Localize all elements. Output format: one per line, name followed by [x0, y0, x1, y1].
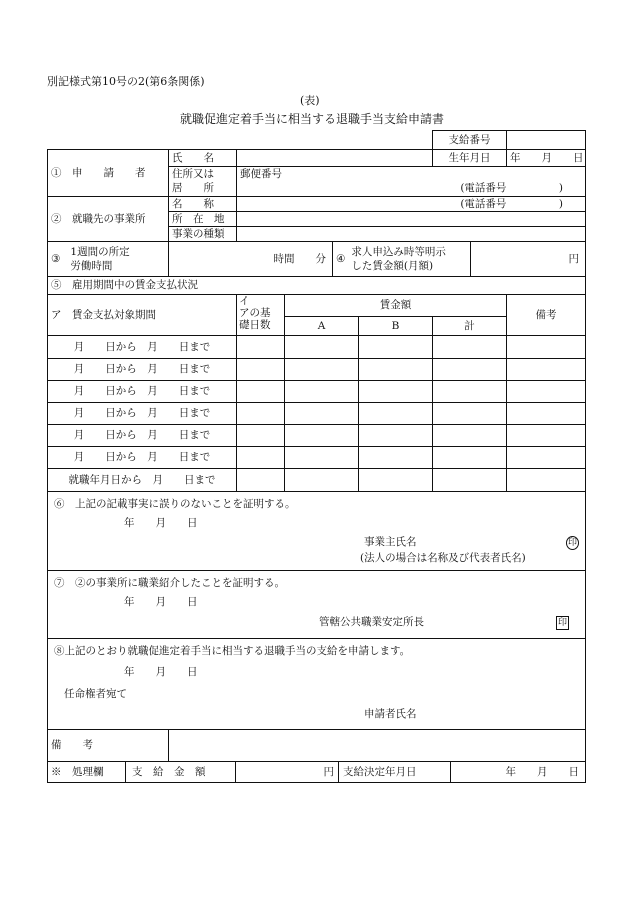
seal-icon: 印 [557, 618, 567, 628]
table-row [48, 447, 586, 469]
business-type-label: 事業の種類 [169, 227, 237, 242]
column-a-header: A [285, 317, 359, 336]
basis-days-cell[interactable] [237, 469, 285, 492]
application-date[interactable]: 年 月 日 [124, 666, 198, 678]
remarks-column-header: 備考 [507, 295, 586, 336]
weekly-hours-field[interactable]: 時間 分 [169, 242, 333, 276]
remarks-cell[interactable] [507, 381, 586, 403]
period-cell: 月 日から 月 日まで [48, 447, 237, 469]
residence-label: 居 所 [169, 182, 237, 197]
employer-signer-note: (法人の場合は名称及び代表者氏名) [360, 552, 526, 564]
employer-location-field[interactable] [237, 212, 586, 227]
payment-decision-date-field[interactable]: 年 月 日 [505, 765, 580, 778]
wage-a-cell[interactable] [285, 425, 359, 447]
period-cell: 月 日から 月 日まで [48, 336, 237, 359]
employer-label: ② 就職先の事業所 [48, 197, 169, 242]
column-total-header: 計 [433, 317, 507, 336]
placement-certification-text: ⑦ ②の事業所に職業紹介したことを証明する。 [54, 577, 285, 589]
payment-amount-field[interactable]: 円 [236, 762, 339, 782]
weekly-hours-label-line1: 1週間の所定 [70, 246, 130, 258]
period-cell: 月 日から 月 日まで [48, 381, 237, 403]
wage-offer-label-line2: した賃金額(月額) [351, 260, 434, 272]
wage-a-cell[interactable] [285, 469, 359, 492]
period-cell: 月 日から 月 日まで [48, 359, 237, 381]
wage-total-cell[interactable] [433, 447, 507, 469]
wage-total-cell[interactable] [433, 403, 507, 425]
application-declaration-block [48, 639, 586, 730]
employment-office-chief-label: 管轄公共職業安定所長 [319, 616, 424, 628]
applicant-signature-label[interactable]: 申請者氏名 [364, 708, 417, 720]
employer-signer-label: 事業主氏名 [364, 536, 417, 548]
form-reference: 別記様式第10号の2(第6条関係) [47, 75, 205, 88]
remarks-cell[interactable] [507, 425, 586, 447]
wage-payment-section-label: ⑤ 雇用期間中の賃金支払状況 [48, 277, 586, 295]
period-cell: 就職年月日から 月 日まで [48, 469, 237, 492]
basis-days-cell[interactable] [237, 425, 285, 447]
table-row [48, 381, 586, 403]
wage-a-cell[interactable] [285, 336, 359, 359]
wage-b-cell[interactable] [359, 403, 433, 425]
wage-a-cell[interactable] [285, 403, 359, 425]
basis-days-cell[interactable] [237, 447, 285, 469]
weekly-hours-label-line2: 労働時間 [70, 260, 113, 272]
payment-decision-label: 支給決定年月日 [339, 762, 451, 782]
wage-offer-number: ④ [336, 252, 346, 265]
name-field[interactable] [237, 150, 433, 167]
wage-a-cell[interactable] [285, 381, 359, 403]
remarks-cell[interactable] [507, 359, 586, 381]
table-row [48, 425, 586, 447]
employer-certification-block [48, 492, 586, 571]
payment-number-field[interactable] [507, 131, 586, 150]
addressee-label: 任命権者宛て [64, 688, 127, 700]
remarks-cell[interactable] [507, 469, 586, 492]
application-declaration-text: ⑧上記のとおり就職促進定着手当に相当する退職手当の支給を申請します。 [54, 645, 411, 657]
wage-b-cell[interactable] [359, 359, 433, 381]
employer-certification-text: ⑥ 上記の記載事実に誤りのないことを証明する。 [54, 498, 296, 510]
period-header: ア 賃金支払対象期間 [48, 295, 237, 336]
wage-b-cell[interactable] [359, 447, 433, 469]
seal-icon: 印 [567, 538, 577, 548]
name-label: 氏 名 [169, 150, 237, 167]
dob-field[interactable]: 年 月 日 [507, 150, 586, 167]
remarks-cell[interactable] [507, 336, 586, 359]
wage-offer-field[interactable]: 円 [568, 252, 580, 265]
remarks-field[interactable] [169, 730, 586, 762]
employer-location-label: 所 在 地 [169, 212, 237, 227]
basis-days-cell[interactable] [237, 359, 285, 381]
basis-days-header-3: 礎日数 [239, 319, 271, 331]
wage-b-cell[interactable] [359, 469, 433, 492]
remarks-cell[interactable] [507, 447, 586, 469]
period-cell: 月 日から 月 日まで [48, 403, 237, 425]
basis-days-cell[interactable] [237, 336, 285, 359]
column-b-header: B [359, 317, 433, 336]
wage-total-cell[interactable] [433, 425, 507, 447]
application-form [47, 130, 586, 783]
postal-code-label[interactable]: 郵便番号 [237, 167, 586, 182]
basis-days-cell[interactable] [237, 403, 285, 425]
wage-a-cell[interactable] [285, 447, 359, 469]
wage-total-cell[interactable] [433, 336, 507, 359]
address-label: 住所又は [169, 167, 237, 182]
payment-amount-label: 支 給 金 額 [126, 762, 236, 782]
placement-certification-date[interactable]: 年 月 日 [124, 596, 198, 608]
period-cell: 月 日から 月 日まで [48, 425, 237, 447]
wage-total-cell[interactable] [433, 381, 507, 403]
wage-total-cell[interactable] [433, 359, 507, 381]
weekly-hours-number: ③ [51, 252, 61, 265]
basis-days-header-2: アの基 [239, 307, 271, 319]
form-title: 就職促進定着手当に相当する退職手当支給申請書 [180, 112, 445, 126]
wage-total-cell[interactable] [433, 469, 507, 492]
placement-certification-block [48, 571, 586, 639]
applicant-phone-label[interactable]: (電話番号 ) [237, 182, 586, 197]
business-type-field[interactable] [237, 227, 586, 242]
wage-b-cell[interactable] [359, 381, 433, 403]
table-row [48, 469, 586, 492]
table-row [48, 336, 586, 359]
form-side-label: (表) [300, 94, 320, 107]
wage-b-cell[interactable] [359, 336, 433, 359]
wage-offer-label-line1: 求人申込み時等明示 [351, 246, 446, 258]
wage-amount-header: 賃金額 [285, 295, 507, 317]
payment-number-label: 支給番号 [433, 131, 507, 150]
table-row [48, 359, 586, 381]
table-row [48, 403, 586, 425]
employer-certification-date[interactable]: 年 月 日 [124, 517, 198, 529]
remarks-cell[interactable] [507, 403, 586, 425]
employer-name-label: 名 称 [169, 197, 237, 212]
processing-label: ※ 処理欄 [48, 762, 126, 782]
employer-phone-label[interactable]: (電話番号 ) [237, 197, 586, 212]
applicant-label: ① 申 請 者 [48, 150, 169, 197]
dob-label: 生年月日 [433, 150, 507, 167]
remarks-label: 備 考 [48, 730, 169, 762]
basis-days-header-1: イ [239, 295, 250, 307]
wage-b-cell[interactable] [359, 425, 433, 447]
basis-days-cell[interactable] [237, 381, 285, 403]
wage-a-cell[interactable] [285, 359, 359, 381]
